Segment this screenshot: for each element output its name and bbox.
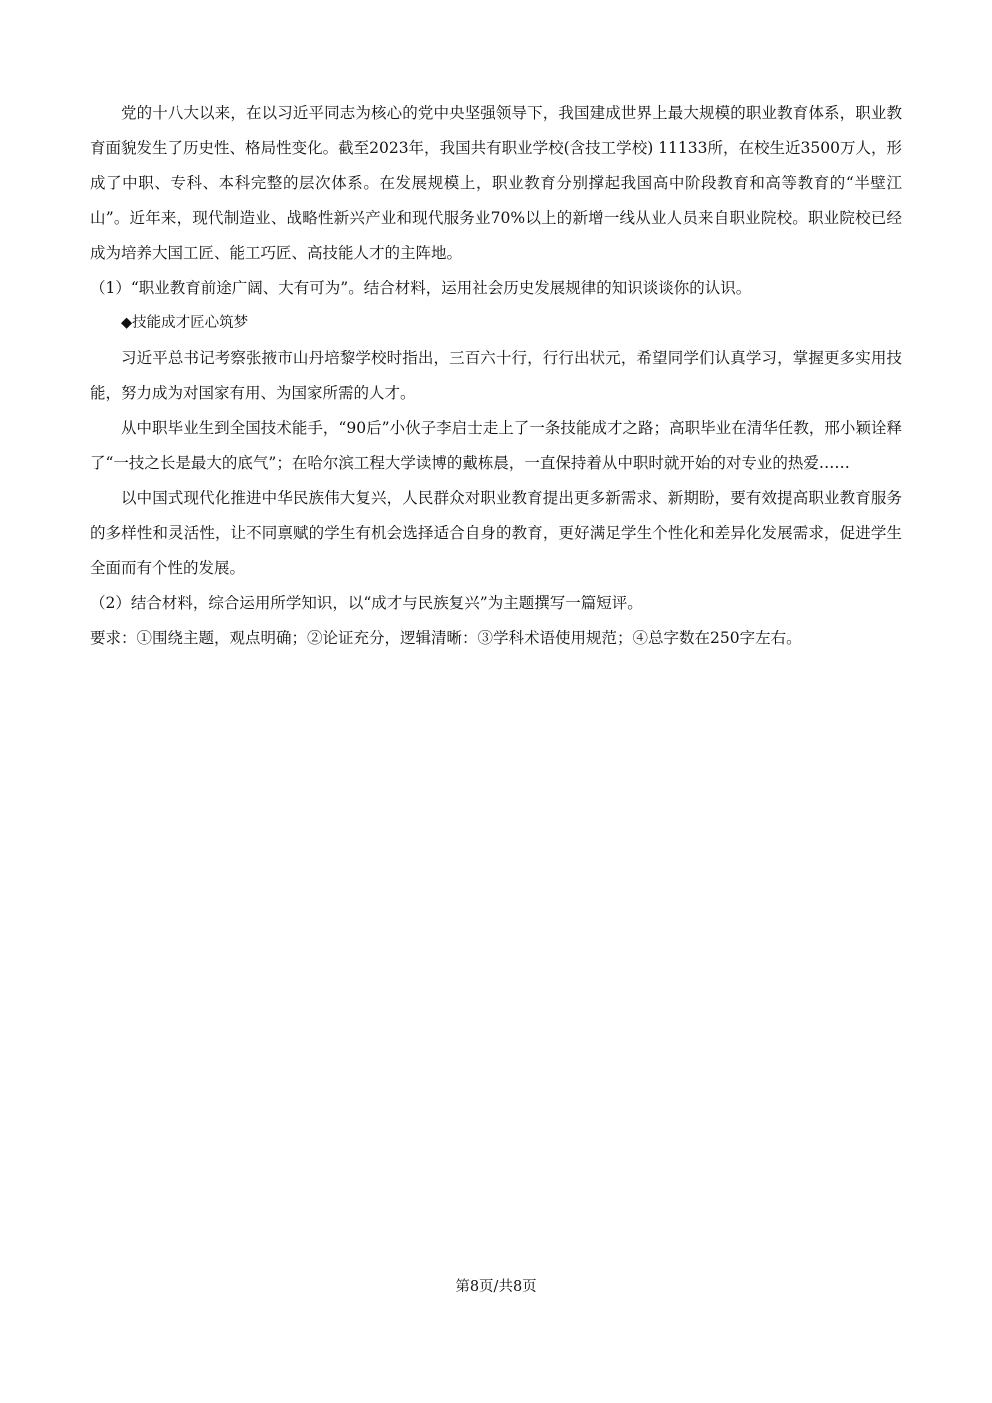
material-paragraph-1: 习近平总书记考察张掖市山丹培黎学校时指出，三百六十行，行行出状元，希望同学们认真学习，掌握更多实用技能，努力成为对国家有用、为国家所需的人才。 bbox=[90, 349, 902, 402]
section-heading: ◆技能成才匠心筑梦 bbox=[121, 315, 249, 331]
question-2: （2）结合材料，综合运用所学知识，以“成才与民族复兴”为主题撰写一篇短评。 bbox=[90, 594, 643, 612]
material-paragraph-3: 以中国式现代化推进中华民族伟大复兴，人民群众对职业教育提出更多新需求、新期盼，要有效提高职业教育服务的多样性和灵活性，让不同禀赋的学生有机会选择适合自身的教育，更好满足学生个性化和差异化发展需求，促进学生全面而有个性的发展。 bbox=[90, 489, 902, 577]
question-1: （1）“职业教育前途广阔、大有可为”。结合材料，运用社会历史发展规律的知识谈谈你的认识。 bbox=[90, 279, 752, 297]
page-footer: 第8页/共8页 bbox=[455, 1279, 537, 1295]
material-intro-paragraph: 党的十八大以来，在以习近平同志为核心的党中央坚强领导下，我国建成世界上最大规模的职业教育体系，职业教育面貌发生了历史性、格局性变化。截至2023年，我国共有职业学校(含技工学校) 11133所，在校生近3500万人，形成了中职、专科、本科完整的层次体系。在发展规模上，职业教育分别撑起我国高中阶段教育和高等教育的“半壁江山”。近年来，现代制造业、战略性新兴产业和现代服务业70%以上的新增一线从业人员来自职业院校。职业院校已经成为培养大国工匠、能工巧匠、高技能人才的主阵地。 bbox=[90, 104, 902, 262]
requirements: 要求：①围绕主题，观点明确；②论证充分，逻辑清晰：③学科术语使用规范；④总字数在250字左右。 bbox=[90, 629, 802, 647]
material-paragraph-2: 从中职毕业生到全国技术能手，“90后”小伙子李启士走上了一条技能成才之路；高职毕业在清华任教，邢小颖诠释了“一技之长是最大的底气”；在哈尔滨工程大学读博的戴栋晨，一直保持着从中职时就开始的对专业的热爱…… bbox=[90, 419, 902, 472]
page-content bbox=[90, 96, 902, 656]
